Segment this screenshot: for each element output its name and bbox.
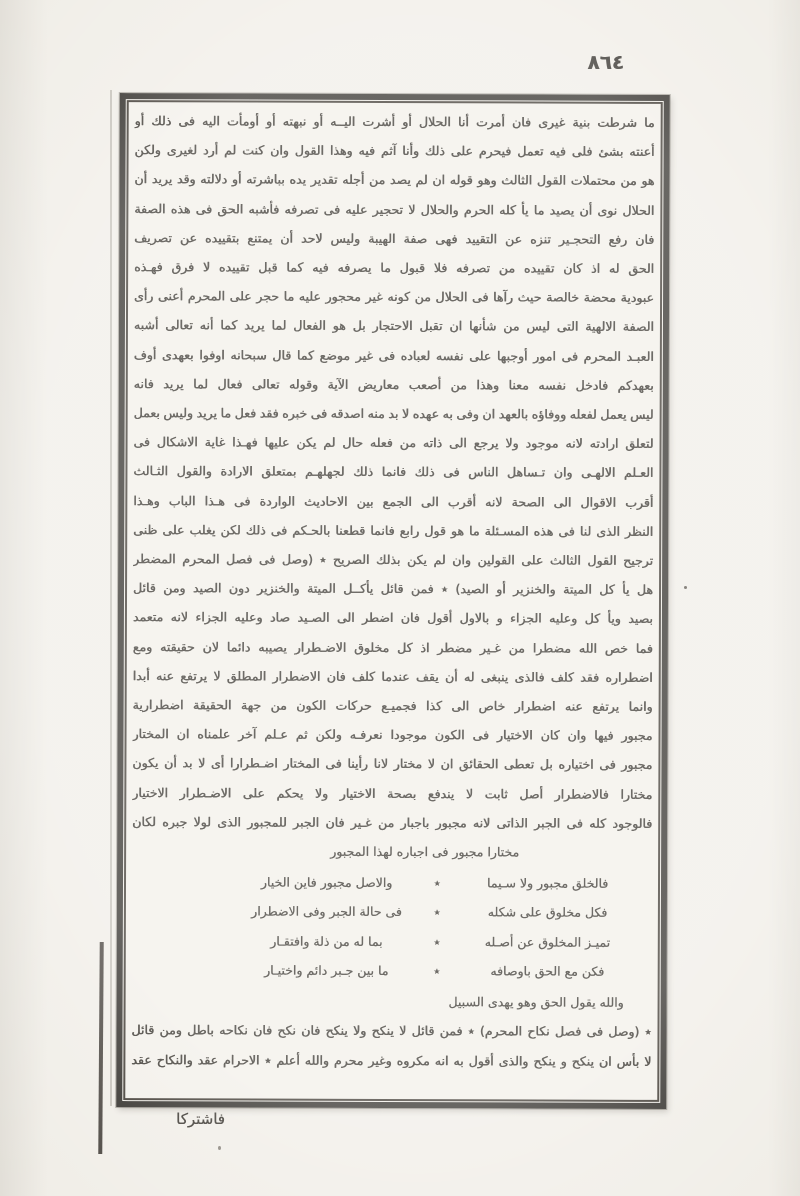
verse-separator: ٭ bbox=[433, 904, 441, 920]
text-line: مختارا فالاضطرار أصل ثابت لا يندفع بصحة الاختيار ولا يحكم على الاضـطرار الاختيار bbox=[132, 784, 653, 802]
text-line: عبودية محضة خالصة حيث رآها فى الحلال من كونه غير محجور عليه ما حجر على المحرم أعنى رأى bbox=[134, 288, 655, 306]
text-line: بعهدكم فادخل نفسه معنا وهذا من أصعب معاريض الآية وقوله تعالى فعال لما يريد فانه bbox=[133, 375, 654, 393]
text-line: هل يأ كل الميتة والخنزير أو الصيد) ٭ فمن قائل يأكــل الميتة والخنزير دون الصيد ومن قائل bbox=[133, 580, 654, 598]
poem-verse-row bbox=[232, 955, 642, 986]
text-line: فان رفع التحجـير تنزه عن التقييد فهى صفة الهيبة وليس لاحد أن يمتنع بتقييده عن تصريف bbox=[134, 229, 655, 247]
verse-separator: ٭ bbox=[433, 963, 441, 979]
text-line: مجبور فيها وان كان الاختيار فى الكون موجودا نعرفـه ولكن ثم عـلم آخر علمناه ان المختار bbox=[132, 726, 653, 744]
hemistich-second: والاصل مجبور فاين الخيار bbox=[260, 874, 393, 891]
text-line: الحلال نوى أن يصيد ما يأ كله الحرم والحلال لا تحجير عليه فى تصرفه فأشبه الحق فى هذه الصفة bbox=[134, 200, 655, 218]
hemistich-first: فكل مخلوق على شكله bbox=[487, 904, 608, 921]
text-line: النظر الذى لنا فى هذه المسـئلة ما هو قول رابع فانما قطعنا بالحـكم فى ذلك لكن يغلب على ظنى bbox=[133, 521, 654, 539]
verse-separator: ٭ bbox=[433, 933, 441, 949]
text-line: العـلم الالهـى وان تـساهل الناس فى ذلك فانما ذلك لجهلهـم بمتعلق الارادة والقول الثـالث bbox=[133, 463, 654, 481]
text-line: بصيد ويأ كل وعليه الجزاء و بالاول أقول فان اضطر الى الصـيد صاد وعليه الجزاء لانه متعمد bbox=[132, 609, 653, 627]
catchword: فاشتركا bbox=[176, 1110, 225, 1128]
poem-block bbox=[232, 868, 642, 986]
text-line: ليس يعمل لفعله ووفاؤه بالعهد ان وفى به عهده لا بد منه اصدقه فى خبره فقد فعل ما يريد وليس بعمل bbox=[133, 405, 654, 422]
text-line: لا بأس ان ينكح و ينكح والذى أقول به انه مكروه وغير محرم والله أعلم ٭ الاحرام عقد والنكاح عقد bbox=[131, 1051, 652, 1069]
hemistich-second: بما له من ذلة وافتقـار bbox=[270, 933, 383, 949]
scan-speck bbox=[218, 1146, 221, 1150]
text-line: ما شرطت بنية غيرى فان أمرت أنا الحلال أو أشرت اليــه أو نبهته أو أومأت اليه فى ذلك أو bbox=[134, 113, 655, 130]
text-line: أقرب الاقوال الى الصحة لانه أقرب الى الجمع بين الاحاديث الواردة فى هـذا الباب وهـذا bbox=[133, 492, 654, 510]
gutter-shadow-line bbox=[110, 90, 112, 1106]
text-line: فما خص الله مضطرا من غـير مضطر اذ كل مخلوق الاضـطرار يصيبه دائما لان حقيقته ومع bbox=[132, 638, 653, 656]
poem-verse-row bbox=[232, 897, 642, 928]
text-line: اضطراره فقد كلف فالذى ينبغى له أن يقف عندما كلف فان الاضطرار المطلق لا يرتفع عنه أبدا bbox=[132, 667, 653, 685]
poem-verse-row bbox=[232, 926, 642, 957]
hemistich-first: فالخلق مجبور ولا سـيما bbox=[486, 875, 609, 892]
page-frame bbox=[116, 93, 670, 1109]
hemistich-second: ما بين جـبر دائم واختيـار bbox=[263, 962, 389, 978]
text-line: أعنته بشئ فلى فيه تعمل فيحرم على ذلك وأنا آثم فيه وهذا القول وان كنت لم أرد لغيرى ولكن bbox=[134, 142, 655, 160]
hemistich-first: فكن مع الحق باوصافه bbox=[490, 963, 605, 979]
paragraph-end-line: مختارا مجبور فى اجباره لهذا المجبور bbox=[330, 843, 520, 860]
text-line: ٭ (وصل فى فصل نكاح المحرم) ٭ فمن قائل لا ينكح ولا ينكح فان نكح فان نكاحه باطل ومن قائل bbox=[131, 1022, 652, 1040]
text-line: الصفة الالهية التى ليس من شأنها ان تقبل الاحتجار بل هو الفعال لما يريد كما أنه تعالى أشبه bbox=[133, 317, 654, 335]
gutter-edge-mark bbox=[98, 942, 103, 1154]
closing-line: والله يقول الحق وهو يهدى السبيل bbox=[448, 994, 624, 1010]
text-line: الحق له اذ كان تقييده من تصرفه فلا قبول ما يصرفه فيه كما قبل تقييده لا فرق فهـذه bbox=[134, 259, 655, 276]
verse-separator: ٭ bbox=[433, 875, 441, 891]
page-number: ٨٦٤ bbox=[587, 50, 624, 74]
hemistich-second: فى حالة الجبر وفى الاضطرار bbox=[251, 903, 402, 920]
text-column bbox=[131, 106, 654, 1096]
text-line: مجبور فى اختياره بل تعطى الحقائق ان لا مختار لانا رأينا فى المختار اضـطرارا أى لا بد أن يكون bbox=[132, 755, 653, 773]
text-line: وانما يرتفع عنه اضطرار خاص الى كذا فجميـع حركات الكون من جهة الحقيقة اضطرارية bbox=[132, 697, 653, 714]
body-text-block bbox=[132, 106, 655, 838]
final-text-block bbox=[131, 1015, 651, 1075]
hemistich-first: تميـز المخلوق عن أصـله bbox=[484, 934, 611, 950]
text-line: ترجيح القول الثالث على القولين وان لم يكن بذلك الصريح ٭ (وصل فى فصل المحرم المضطر bbox=[133, 551, 654, 568]
text-line: العبـد المحرم فى امور أوجبها على نفسه لعباده فى غير موضع كما قال سبحانه اوفوا بعهدى أوف bbox=[133, 346, 654, 364]
poem-verse-row bbox=[232, 868, 642, 899]
text-line: لتعلق ارادته لانه موجود ولا يرجع الى ذاته من فعله حال لم يكن عليها فهـذا غاية الاشكال فى bbox=[133, 434, 654, 452]
scan-speck bbox=[684, 586, 687, 589]
text-line: هو من محتملات القول الثالث وهو قوله ان لم يصد من أجله تقدير يده بباشرته أو دلالته وقد يريد أن bbox=[134, 171, 655, 189]
text-line: فالوجود كله فى الجبر الذاتى لانه مجبور باجبار من غـير فان الجبر للمجبور الذى لولا جبره لكان bbox=[132, 813, 653, 831]
